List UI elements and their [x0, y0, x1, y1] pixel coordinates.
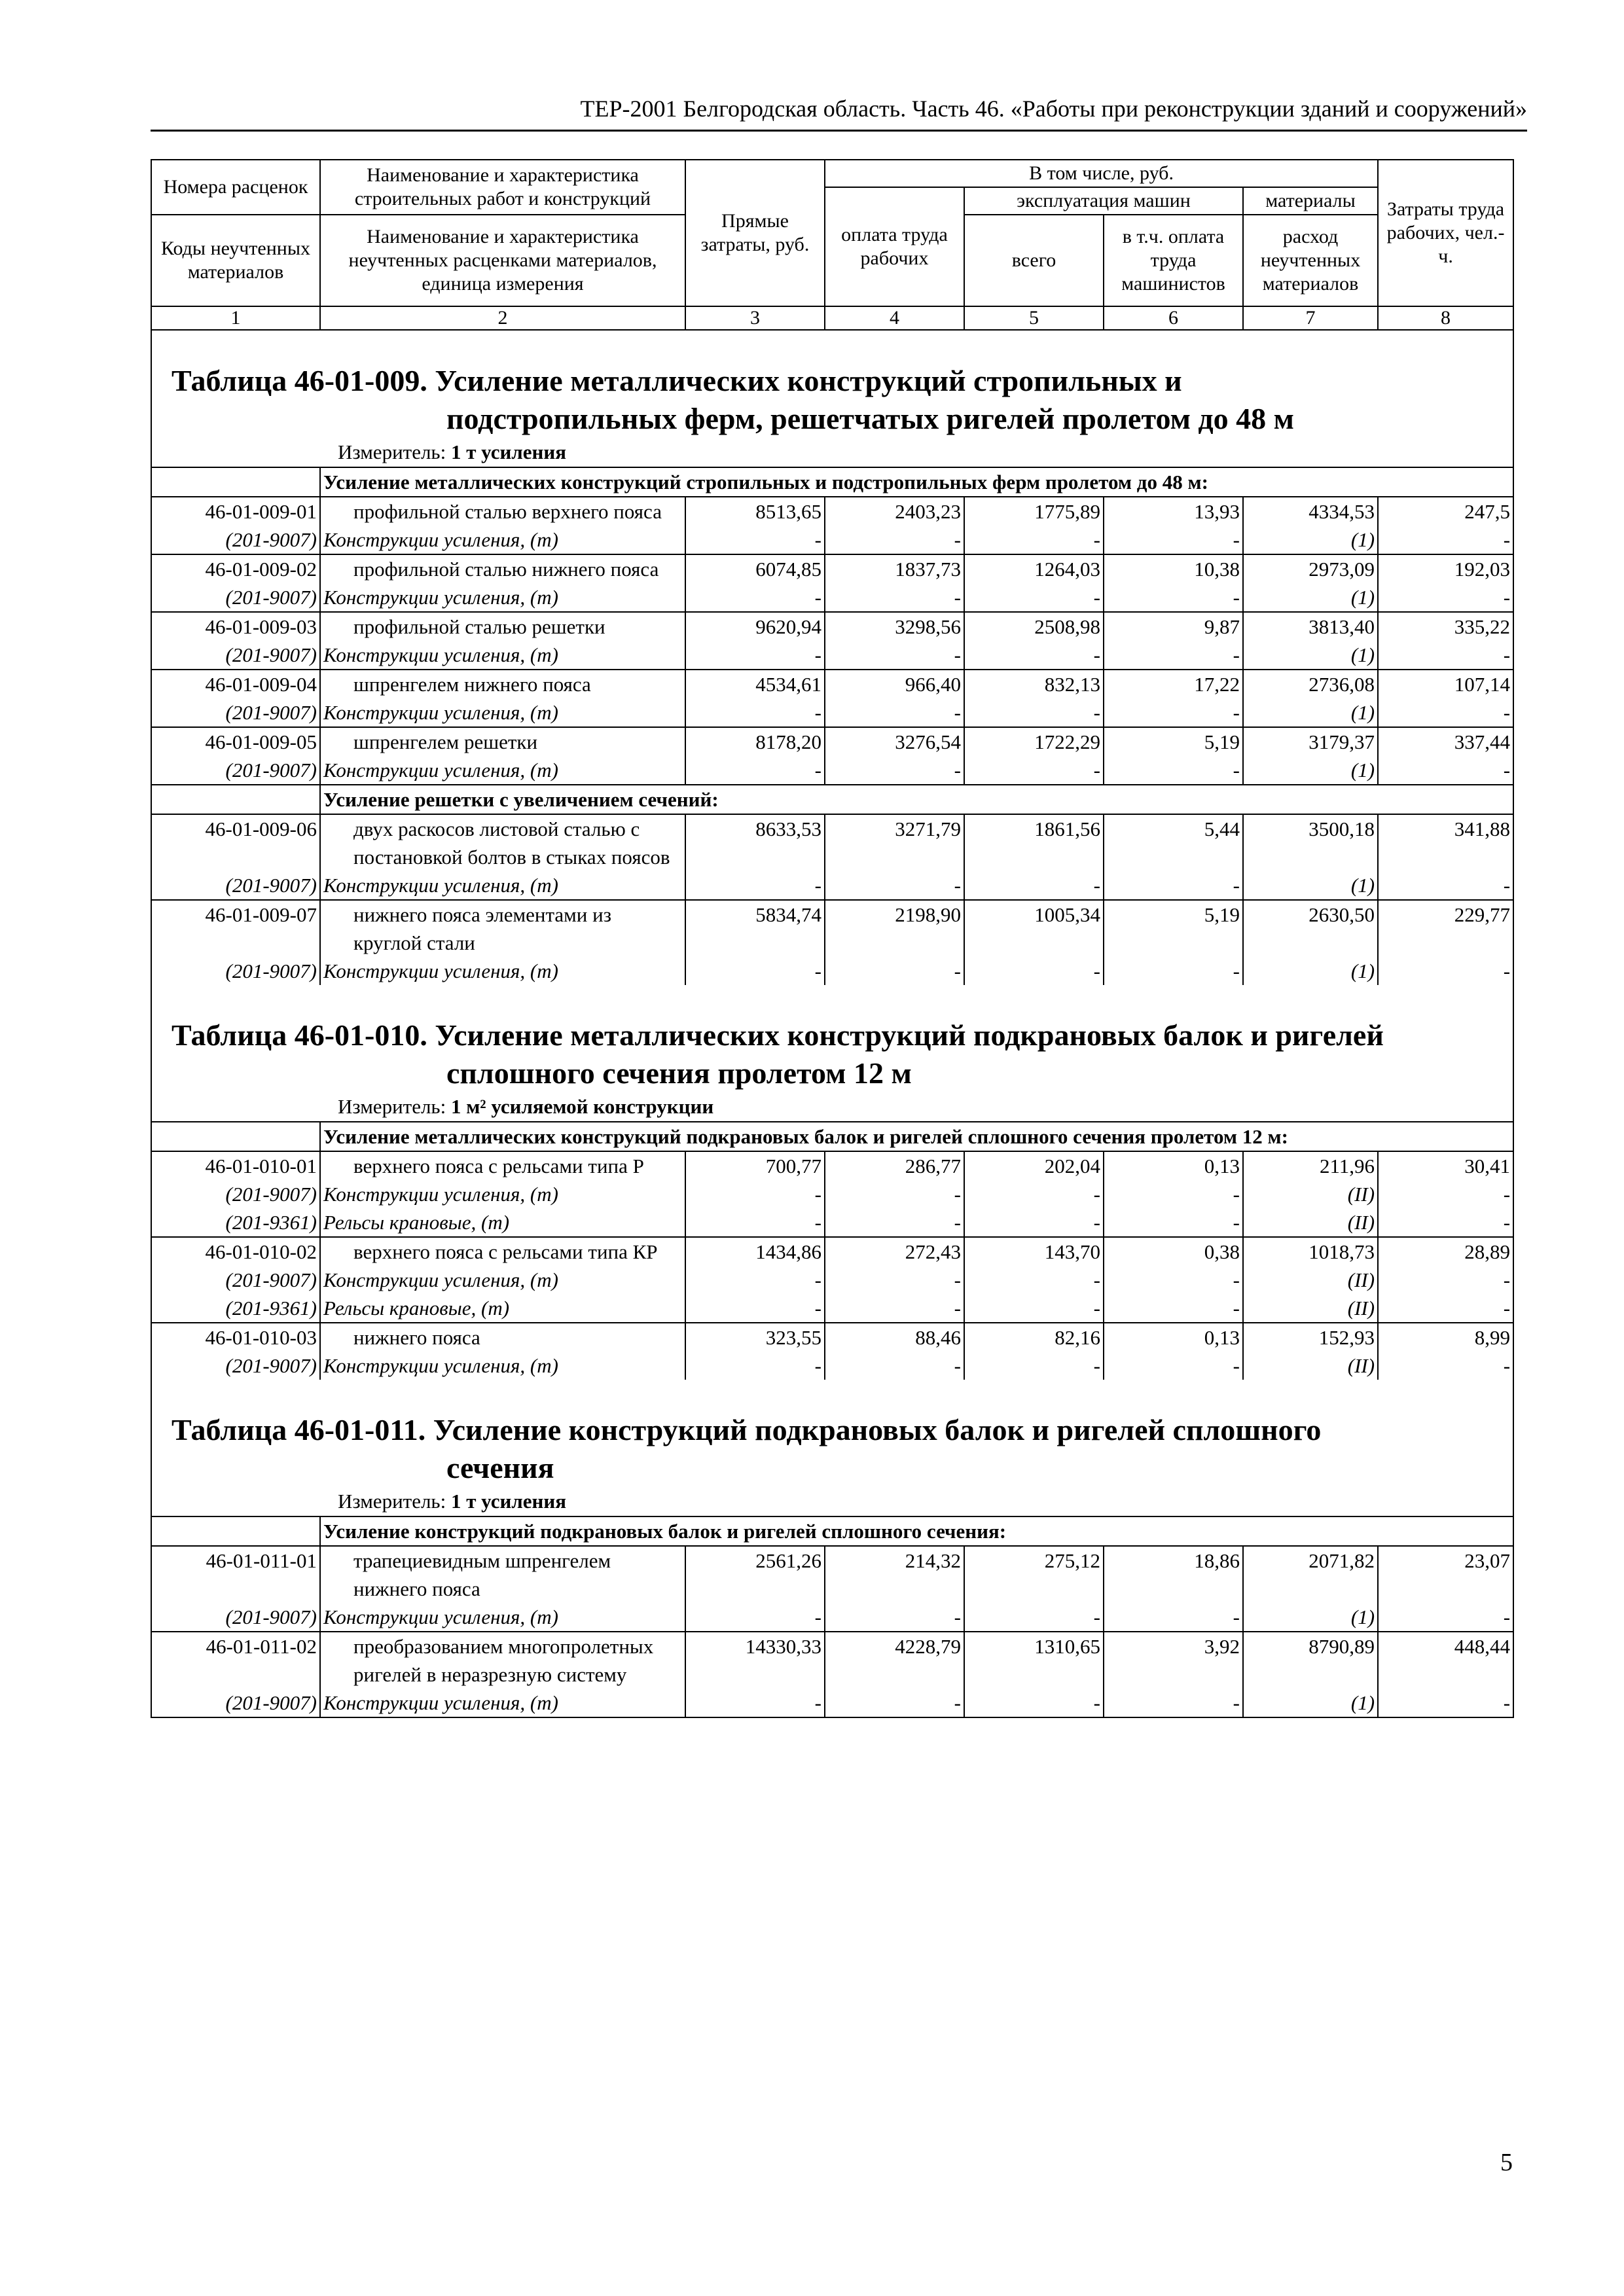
document-body [151, 159, 1513, 1718]
material-qty: (1) [1243, 526, 1378, 554]
rate-code: 46-01-010-01 [151, 1151, 320, 1180]
rate-value-v7: 2973,09 [1243, 554, 1378, 583]
rate-name: двух раскосов листовой сталью с постановкой болтов в стыках поясов [320, 814, 685, 871]
col-number: 7 [1243, 306, 1378, 330]
col-number: 2 [320, 306, 685, 330]
rate-code: 46-01-009-04 [151, 670, 320, 698]
rate-row [151, 670, 1513, 698]
material-code: (201-9007) [151, 526, 320, 554]
rate-row [151, 1632, 1513, 1689]
dash-cell: - [964, 871, 1104, 900]
materials-header: материалы [1243, 187, 1378, 215]
dash-cell: - [964, 526, 1104, 554]
material-qty: (II) [1243, 1208, 1378, 1237]
measure-value: 1 т усиления [450, 1490, 566, 1513]
rate-value-v5: 1310,65 [964, 1632, 1104, 1689]
rate-code: 46-01-009-06 [151, 814, 320, 871]
rate-value-v3: 2561,26 [685, 1546, 825, 1603]
measure-row [151, 1487, 1513, 1516]
material-code: (201-9007) [151, 1603, 320, 1632]
material-row [151, 756, 1513, 785]
rate-name: профильной сталью нижнего пояса [320, 554, 685, 583]
material-qty: (1) [1243, 1689, 1378, 1717]
rate-row [151, 900, 1513, 957]
dash-cell: - [964, 957, 1104, 985]
table-title [154, 1380, 1510, 1487]
rate-value-v4: 88,46 [825, 1323, 964, 1352]
dash-cell: - [964, 756, 1104, 785]
rate-value-v6: 0,38 [1104, 1237, 1243, 1266]
material-name: Конструкции усиления, (т) [320, 1603, 685, 1632]
rate-value-v3: 9620,94 [685, 612, 825, 641]
rates-table [151, 159, 1514, 1718]
machines-header: эксплуатация машин [964, 187, 1243, 215]
rate-code: 46-01-009-05 [151, 727, 320, 756]
material-code: (201-9007) [151, 1689, 320, 1717]
dash-cell: - [825, 526, 964, 554]
material-row [151, 1352, 1513, 1380]
rate-value-v8: 247,5 [1378, 497, 1513, 526]
material-row [151, 698, 1513, 727]
dash-cell: - [964, 1266, 1104, 1294]
rate-row [151, 1151, 1513, 1180]
rate-name: шпренгелем нижнего пояса [320, 670, 685, 698]
rate-value-v3: 8513,65 [685, 497, 825, 526]
dash-cell: - [1378, 957, 1513, 985]
col2-header-top: Наименование и характеристика строительных работ и конструкций [320, 160, 685, 215]
col-number: 3 [685, 306, 825, 330]
rate-value-v6: 10,38 [1104, 554, 1243, 583]
table-header [151, 160, 1513, 330]
rate-value-v3: 1434,86 [685, 1237, 825, 1266]
dash-cell: - [1378, 1208, 1513, 1237]
dash-cell: - [1104, 756, 1243, 785]
material-code: (201-9007) [151, 957, 320, 985]
col-number: 5 [964, 306, 1104, 330]
material-qty: (1) [1243, 641, 1378, 670]
rate-row [151, 1323, 1513, 1352]
rate-row [151, 497, 1513, 526]
dash-cell: - [685, 871, 825, 900]
dash-cell: - [964, 1352, 1104, 1380]
material-name: Рельсы крановые, (т) [320, 1294, 685, 1323]
dash-cell: - [685, 1352, 825, 1380]
rate-value-v3: 8178,20 [685, 727, 825, 756]
rate-value-v4: 3276,54 [825, 727, 964, 756]
material-code: (201-9007) [151, 756, 320, 785]
rate-value-v7: 3813,40 [1243, 612, 1378, 641]
rate-value-v5: 275,12 [964, 1546, 1104, 1603]
rate-name: профильной сталью верхнего пояса [320, 497, 685, 526]
dash-cell: - [825, 583, 964, 612]
rate-value-v5: 1861,56 [964, 814, 1104, 871]
material-row [151, 1689, 1513, 1717]
rate-value-v7: 152,93 [1243, 1323, 1378, 1352]
material-qty: (1) [1243, 698, 1378, 727]
rate-name: преобразованием многопролетных ригелей в неразрезную систему [320, 1632, 685, 1689]
table-title [154, 331, 1510, 438]
material-qty: (II) [1243, 1180, 1378, 1208]
material-row [151, 957, 1513, 985]
rate-value-v7: 2736,08 [1243, 670, 1378, 698]
col3-header: Прямые затраты, руб. [685, 160, 825, 306]
material-code: (201-9361) [151, 1294, 320, 1323]
rate-value-v8: 192,03 [1378, 554, 1513, 583]
rate-value-v8: 341,88 [1378, 814, 1513, 871]
rate-value-v5: 1722,29 [964, 727, 1104, 756]
dash-cell: - [685, 641, 825, 670]
material-code: (201-9007) [151, 641, 320, 670]
rate-value-v7: 3500,18 [1243, 814, 1378, 871]
rate-value-v4: 272,43 [825, 1237, 964, 1266]
dash-cell: - [1378, 1689, 1513, 1717]
dash-cell: - [825, 1180, 964, 1208]
table-title-line1: Таблица 46-01-011. Усиление конструкций подкрановых балок и ригелей сплошного [171, 1413, 1322, 1446]
section-code-cell [151, 785, 320, 814]
group-header: В том числе, руб. [825, 160, 1378, 187]
section-heading: Усиление металлических конструкций подкрановых балок и ригелей сплошного сечения пролетом 12 м: [320, 1122, 1513, 1151]
material-qty: (1) [1243, 756, 1378, 785]
dash-cell: - [685, 583, 825, 612]
dash-cell: - [685, 1294, 825, 1323]
rate-value-v6: 3,92 [1104, 1632, 1243, 1689]
dash-cell: - [1104, 957, 1243, 985]
dash-cell: - [825, 1603, 964, 1632]
material-code: (201-9007) [151, 1266, 320, 1294]
rate-value-v7: 2630,50 [1243, 900, 1378, 957]
section-code-cell [151, 1516, 320, 1546]
dash-cell: - [825, 756, 964, 785]
rate-code: 46-01-011-02 [151, 1632, 320, 1689]
rate-value-v5: 1264,03 [964, 554, 1104, 583]
rate-value-v6: 9,87 [1104, 612, 1243, 641]
rate-value-v3: 14330,33 [685, 1632, 825, 1689]
table-title-row [151, 330, 1513, 438]
dash-cell: - [825, 641, 964, 670]
col-number: 1 [151, 306, 320, 330]
dash-cell: - [1378, 1294, 1513, 1323]
col-number: 6 [1104, 306, 1243, 330]
rate-value-v8: 8,99 [1378, 1323, 1513, 1352]
rate-value-v6: 17,22 [1104, 670, 1243, 698]
dash-cell: - [685, 526, 825, 554]
material-name: Конструкции усиления, (т) [320, 1180, 685, 1208]
material-name: Рельсы крановые, (т) [320, 1208, 685, 1237]
dash-cell: - [964, 1603, 1104, 1632]
rate-name: верхнего пояса с рельсами типа КР [320, 1237, 685, 1266]
material-code: (201-9007) [151, 1352, 320, 1380]
measure-row [151, 438, 1513, 467]
dash-cell: - [685, 1689, 825, 1717]
rate-name: нижнего пояса [320, 1323, 685, 1352]
table-title-line2: сплошного сечения пролетом 12 м [446, 1056, 912, 1090]
measure-row [151, 1092, 1513, 1122]
rate-value-v3: 700,77 [685, 1151, 825, 1180]
dash-cell: - [1378, 1603, 1513, 1632]
dash-cell: - [1378, 871, 1513, 900]
rate-value-v7: 2071,82 [1243, 1546, 1378, 1603]
dash-cell: - [1104, 583, 1243, 612]
dash-cell: - [1378, 641, 1513, 670]
rate-value-v6: 0,13 [1104, 1151, 1243, 1180]
rate-value-v4: 2198,90 [825, 900, 964, 957]
dash-cell: - [1104, 1294, 1243, 1323]
dash-cell: - [825, 1266, 964, 1294]
material-code: (201-9361) [151, 1208, 320, 1237]
measure-label: Измеритель: [338, 1095, 446, 1118]
dash-cell: - [825, 698, 964, 727]
dash-cell: - [964, 1294, 1104, 1323]
rate-name: профильной сталью решетки [320, 612, 685, 641]
dash-cell: - [685, 1266, 825, 1294]
material-row [151, 583, 1513, 612]
col8-header: Затраты труда рабочих, чел.-ч. [1378, 160, 1513, 306]
dash-cell: - [964, 641, 1104, 670]
table-title [154, 985, 1510, 1092]
dash-cell: - [825, 957, 964, 985]
material-name: Конструкции усиления, (т) [320, 871, 685, 900]
rate-value-v7: 4334,53 [1243, 497, 1378, 526]
material-name: Конструкции усиления, (т) [320, 1689, 685, 1717]
rate-value-v7: 1018,73 [1243, 1237, 1378, 1266]
dash-cell: - [685, 1603, 825, 1632]
rate-name: верхнего пояса с рельсами типа Р [320, 1151, 685, 1180]
rate-value-v7: 8790,89 [1243, 1632, 1378, 1689]
dash-cell: - [1104, 1352, 1243, 1380]
material-name: Конструкции усиления, (т) [320, 641, 685, 670]
material-code: (201-9007) [151, 583, 320, 612]
material-qty: (II) [1243, 1266, 1378, 1294]
rate-value-v4: 1837,73 [825, 554, 964, 583]
table-title-line2: сечения [446, 1451, 554, 1484]
rate-value-v5: 2508,98 [964, 612, 1104, 641]
material-row [151, 871, 1513, 900]
section-heading: Усиление металлических конструкций стропильных и подстропильных ферм пролетом до 48 м: [320, 467, 1513, 497]
table-title-line1: Таблица 46-01-010. Усиление металлических конструкций подкрановых балок и ригелей [171, 1018, 1384, 1052]
measure-label: Измеритель: [338, 440, 446, 463]
material-qty: (1) [1243, 1603, 1378, 1632]
dash-cell: - [685, 1180, 825, 1208]
rate-value-v8: 23,07 [1378, 1546, 1513, 1603]
measure-unit [154, 1487, 1510, 1516]
material-code: (201-9007) [151, 698, 320, 727]
rate-value-v6: 18,86 [1104, 1546, 1243, 1603]
dash-cell: - [1104, 526, 1243, 554]
dash-cell: - [964, 698, 1104, 727]
table-title-row [151, 985, 1513, 1092]
dash-cell: - [1378, 583, 1513, 612]
rate-value-v3: 323,55 [685, 1323, 825, 1352]
dash-cell: - [964, 1180, 1104, 1208]
rate-row [151, 612, 1513, 641]
rate-value-v3: 5834,74 [685, 900, 825, 957]
rate-value-v6: 13,93 [1104, 497, 1243, 526]
rate-value-v8: 335,22 [1378, 612, 1513, 641]
rate-name: трапециевидным шпренгелем нижнего пояса [320, 1546, 685, 1603]
material-name: Конструкции усиления, (т) [320, 957, 685, 985]
rate-code: 46-01-009-02 [151, 554, 320, 583]
material-row [151, 526, 1513, 554]
dash-cell: - [964, 1208, 1104, 1237]
rate-value-v4: 286,77 [825, 1151, 964, 1180]
rate-value-v5: 1775,89 [964, 497, 1104, 526]
col1-header-top: Номера расценок [151, 160, 320, 215]
material-row [151, 1294, 1513, 1323]
rate-value-v5: 1005,34 [964, 900, 1104, 957]
col-number: 8 [1378, 306, 1513, 330]
rate-value-v4: 966,40 [825, 670, 964, 698]
section-heading: Усиление решетки с увеличением сечений: [320, 785, 1513, 814]
rate-row [151, 814, 1513, 871]
measure-label: Измеритель: [338, 1490, 446, 1513]
rate-value-v3: 4534,61 [685, 670, 825, 698]
rate-name: шпренгелем решетки [320, 727, 685, 756]
material-qty: (II) [1243, 1352, 1378, 1380]
rate-value-v5: 143,70 [964, 1237, 1104, 1266]
material-row [151, 1266, 1513, 1294]
dash-cell: - [1378, 1266, 1513, 1294]
rate-code: 46-01-011-01 [151, 1546, 320, 1603]
material-name: Конструкции усиления, (т) [320, 583, 685, 612]
rate-value-v3: 8633,53 [685, 814, 825, 871]
dash-cell: - [1104, 698, 1243, 727]
dash-cell: - [825, 1294, 964, 1323]
rate-value-v8: 28,89 [1378, 1237, 1513, 1266]
rate-row [151, 1546, 1513, 1603]
material-name: Конструкции усиления, (т) [320, 1266, 685, 1294]
table-body [151, 330, 1513, 1717]
material-row [151, 1603, 1513, 1632]
section-code-cell [151, 1122, 320, 1151]
dash-cell: - [825, 1208, 964, 1237]
material-row [151, 641, 1513, 670]
rate-value-v7: 211,96 [1243, 1151, 1378, 1180]
rate-value-v4: 2403,23 [825, 497, 964, 526]
rate-value-v8: 30,41 [1378, 1151, 1513, 1180]
rate-row [151, 727, 1513, 756]
rate-code: 46-01-010-03 [151, 1323, 320, 1352]
rate-value-v8: 107,14 [1378, 670, 1513, 698]
rate-value-v8: 337,44 [1378, 727, 1513, 756]
col2-header-bottom: Наименование и характеристика неучтенных расценками материалов, единица измерения [320, 215, 685, 306]
running-header: ТЕР-2001 Белгородская область. Часть 46. «Работы при реконструкции зданий и сооружений» [580, 96, 1527, 122]
dash-cell: - [1104, 1266, 1243, 1294]
rate-value-v8: 229,77 [1378, 900, 1513, 957]
rate-row [151, 554, 1513, 583]
rate-value-v6: 5,19 [1104, 727, 1243, 756]
rate-value-v5: 202,04 [964, 1151, 1104, 1180]
dash-cell: - [1378, 756, 1513, 785]
col-number: 4 [825, 306, 964, 330]
dash-cell: - [1378, 1352, 1513, 1380]
dash-cell: - [825, 1689, 964, 1717]
dash-cell: - [685, 698, 825, 727]
dash-cell: - [825, 871, 964, 900]
dash-cell: - [685, 957, 825, 985]
rate-value-v8: 448,44 [1378, 1632, 1513, 1689]
material-qty: (II) [1243, 1294, 1378, 1323]
col1-header-bottom: Коды неучтенных материалов [151, 215, 320, 306]
measure-value: 1 т усиления [450, 440, 566, 463]
dash-cell: - [1104, 641, 1243, 670]
material-name: Конструкции усиления, (т) [320, 698, 685, 727]
measure-unit [154, 1092, 1510, 1121]
table-title-line1: Таблица 46-01-009. Усиление металлических конструкций стропильных и [171, 364, 1182, 397]
rate-value-v6: 5,19 [1104, 900, 1243, 957]
rate-value-v4: 3271,79 [825, 814, 964, 871]
dash-cell: - [1104, 1689, 1243, 1717]
material-code: (201-9007) [151, 1180, 320, 1208]
rate-value-v5: 832,13 [964, 670, 1104, 698]
dash-cell: - [964, 1689, 1104, 1717]
col6-header: в т.ч. оплата труда машинистов [1104, 215, 1243, 306]
dash-cell: - [1104, 1603, 1243, 1632]
dash-cell: - [964, 583, 1104, 612]
material-row [151, 1180, 1513, 1208]
col5-header: всего [964, 215, 1104, 306]
dash-cell: - [1378, 698, 1513, 727]
measure-unit [154, 438, 1510, 467]
col7-header: расход неучтенных материалов [1243, 215, 1378, 306]
rate-value-v4: 214,32 [825, 1546, 964, 1603]
material-name: Конструкции усиления, (т) [320, 756, 685, 785]
rate-value-v6: 5,44 [1104, 814, 1243, 871]
table-title-line2: подстропильных ферм, решетчатых ригелей пролетом до 48 м [446, 402, 1295, 435]
material-name: Конструкции усиления, (т) [320, 526, 685, 554]
material-name: Конструкции усиления, (т) [320, 1352, 685, 1380]
dash-cell: - [1104, 1208, 1243, 1237]
col4-header: оплата труда рабочих [825, 187, 964, 306]
dash-cell: - [685, 1208, 825, 1237]
rate-value-v5: 82,16 [964, 1323, 1104, 1352]
rate-row [151, 1237, 1513, 1266]
rate-value-v4: 4228,79 [825, 1632, 964, 1689]
page-number: 5 [1500, 2149, 1513, 2176]
dash-cell: - [825, 1352, 964, 1380]
material-qty: (1) [1243, 583, 1378, 612]
dash-cell: - [1378, 526, 1513, 554]
rate-value-v7: 3179,37 [1243, 727, 1378, 756]
rate-value-v4: 3298,56 [825, 612, 964, 641]
material-qty: (1) [1243, 957, 1378, 985]
rate-value-v6: 0,13 [1104, 1323, 1243, 1352]
material-code: (201-9007) [151, 871, 320, 900]
dash-cell: - [1104, 1180, 1243, 1208]
header-rule [151, 130, 1527, 132]
rate-code: 46-01-009-01 [151, 497, 320, 526]
rate-code: 46-01-009-07 [151, 900, 320, 957]
section-heading: Усиление конструкций подкрановых балок и ригелей сплошного сечения: [320, 1516, 1513, 1546]
rate-code: 46-01-010-02 [151, 1237, 320, 1266]
dash-cell: - [1104, 871, 1243, 900]
measure-value: 1 м² усиляемой конструкции [450, 1095, 714, 1118]
material-qty: (1) [1243, 871, 1378, 900]
rate-value-v3: 6074,85 [685, 554, 825, 583]
section-code-cell [151, 467, 320, 497]
material-row [151, 1208, 1513, 1237]
rate-code: 46-01-009-03 [151, 612, 320, 641]
dash-cell: - [685, 756, 825, 785]
table-title-row [151, 1380, 1513, 1487]
dash-cell: - [1378, 1180, 1513, 1208]
rate-name: нижнего пояса элементами из круглой стали [320, 900, 685, 957]
